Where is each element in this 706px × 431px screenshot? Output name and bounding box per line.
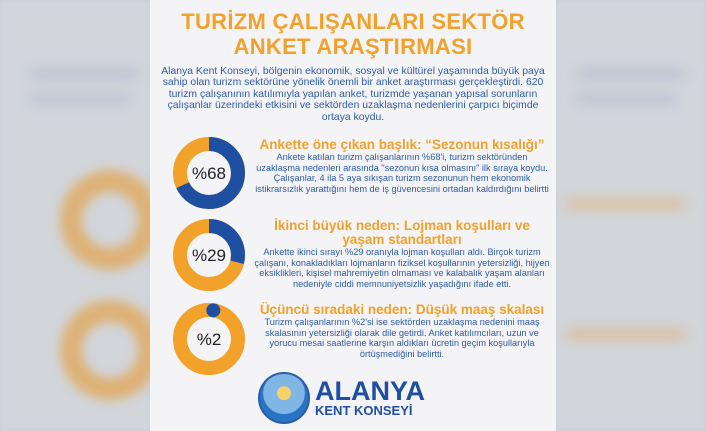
infographic-panel	[150, 0, 556, 431]
alanya-kent-konseyi-logo	[258, 372, 425, 424]
donut-chart	[172, 136, 246, 210]
finding-section	[254, 138, 550, 194]
donut-chart	[172, 218, 246, 292]
seal-icon	[258, 372, 310, 424]
title-line-2: ANKET ARAŞTIRMASI	[233, 34, 473, 59]
finding-body: Turizm çalışanlarının %2'si ise sektörden uzaklaşma nedenini maaş skalasının yetersizliği olarak dile getirdi. Anket katılımcıları, uzun ve yorucu mesai saatlerine karşın aldıkları ücretin geçim koşullarıyla örtüşmediğini belirtti.	[264, 317, 540, 359]
finding-body: Ankete katılan turizm çalışanlarının %68'i, turizm sektöründen uzaklaşma nedenleri arasında "sezonun kısa olmasını" ilk sıraya koydu. Çalışanlar, 4 ila 5 aya sıkışan turizm sezonunun hem ekonomik istikrarsızlık yarattığını hem de iş güvencesini ortadan kaldırdığını belirtti	[255, 152, 549, 194]
finding-section	[254, 219, 550, 289]
finding-heading: İkinci büyük neden: Lojman koşulları ve yaşam standartları	[274, 218, 530, 247]
donut-value-mark	[206, 303, 220, 317]
blurred-background-right	[556, 0, 706, 431]
finding-body: Ankette ikinci sırayı %29 oranıyla lojman koşulları aldı. Birçok turizm çalışanı, konakladıkları lojmanların fiziksel koşullarının yetersizliği, hijyen eksiklikleri, kişisel mahremiyetin olmaması ve kalabalık yaşam alanları nedeniyle ciddi memnuniyetsizlik yaşadığını ifade etti.	[254, 247, 550, 289]
blurred-background-left	[0, 0, 150, 431]
logo-line-1: ALANYA	[315, 376, 426, 406]
donut-label: %2	[196, 330, 222, 349]
donut-label: %29	[191, 246, 227, 265]
page-title	[150, 9, 556, 59]
finding-heading: Ankette öne çıkan başlık: “Sezonun kısalığı”	[259, 137, 545, 152]
intro-text: Alanya Kent Konseyi, bölgenin ekonomik, sosyal ve kültürel yaşamında büyük paya sahip olan turizm sektörüne yönelik önemli bir anket araştırması gerçekleştirdi. 620 turizm çalışanının katılımıyla yapılan anket, turizmde yaşanan yapısal sorunların çalışanlar üzerindeki etkisini ve sektörden uzaklaşma nedenlerini çarpıcı biçimde ortaya koydu.	[161, 66, 545, 123]
donut-chart	[172, 302, 246, 376]
title-line-1: TURİZM ÇALIŞANLARI SEKTÖR	[181, 9, 525, 34]
logo-line-2: KENT KONSEYİ	[315, 403, 413, 418]
finding-heading: Üçüncü sıradaki neden: Düşük maaş skalası	[259, 302, 545, 317]
finding-section	[254, 303, 550, 359]
donut-label: %68	[191, 164, 227, 183]
